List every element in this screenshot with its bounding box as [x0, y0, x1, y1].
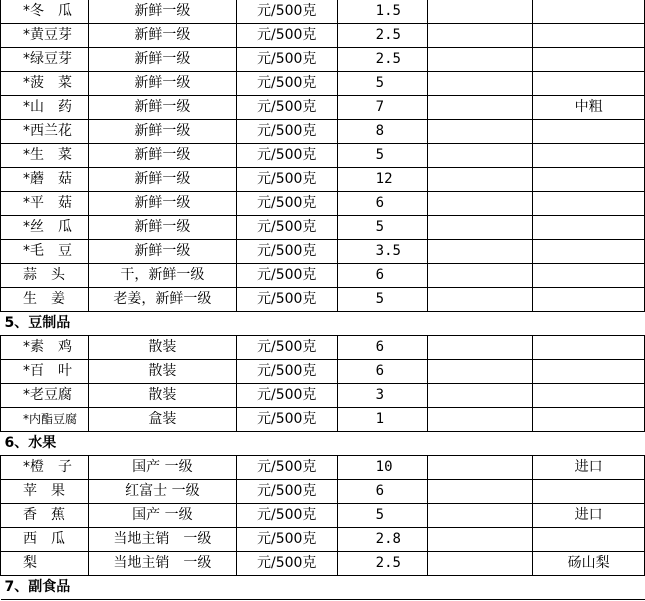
section-header-row: [1, 576, 645, 600]
table-row: [1, 456, 645, 480]
price-cell: 2.5: [337, 48, 427, 72]
blank-cell: [427, 336, 533, 360]
table-row: [1, 264, 645, 288]
note-cell: 进口: [533, 504, 645, 528]
unit-cell: 元/500克: [236, 528, 337, 552]
note-cell: [533, 264, 645, 288]
grade-cell: 新鲜一级: [88, 48, 236, 72]
note-cell: 砀山梨: [533, 552, 645, 576]
price-cell: 7: [337, 96, 427, 120]
grade-cell: 新鲜一级: [88, 96, 236, 120]
unit-cell: 元/500克: [236, 552, 337, 576]
note-cell: [533, 360, 645, 384]
grade-cell: 当地主销 一级: [88, 528, 236, 552]
unit-cell: 元/500克: [236, 120, 337, 144]
note-cell: [533, 528, 645, 552]
section-title: 6、水果: [1, 432, 645, 456]
blank-cell: [427, 96, 533, 120]
note-cell: [533, 216, 645, 240]
price-table-body: [1, 0, 645, 600]
table-row: [1, 288, 645, 312]
grade-cell: 散装: [88, 336, 236, 360]
unit-cell: 元/500克: [236, 288, 337, 312]
section-header-row: [1, 432, 645, 456]
section-title: 5、豆制品: [1, 312, 645, 336]
unit-cell: 元/500克: [236, 240, 337, 264]
unit-cell: 元/500克: [236, 48, 337, 72]
price-cell: 3: [337, 384, 427, 408]
item-name-cell: *黄豆芽: [1, 24, 89, 48]
price-cell: 3.5: [337, 240, 427, 264]
price-cell: 2.5: [337, 552, 427, 576]
price-cell: 5: [337, 504, 427, 528]
price-cell: 10: [337, 456, 427, 480]
price-cell: 2.5: [337, 24, 427, 48]
grade-cell: 新鲜一级: [88, 144, 236, 168]
table-row: [1, 240, 645, 264]
price-cell: 6: [337, 192, 427, 216]
item-name-cell: *毛 豆: [1, 240, 89, 264]
price-cell: 5: [337, 288, 427, 312]
unit-cell: 元/500克: [236, 504, 337, 528]
table-row: [1, 48, 645, 72]
unit-cell: 元/500克: [236, 144, 337, 168]
table-row: [1, 168, 645, 192]
item-name-cell: *平 菇: [1, 192, 89, 216]
price-cell: 6: [337, 336, 427, 360]
unit-cell: 元/500克: [236, 96, 337, 120]
unit-cell: 元/500克: [236, 456, 337, 480]
table-row: [1, 384, 645, 408]
blank-cell: [427, 360, 533, 384]
grade-cell: 新鲜一级: [88, 0, 236, 24]
item-name-cell: 梨: [1, 552, 89, 576]
grade-cell: 新鲜一级: [88, 168, 236, 192]
item-name-cell: *丝 瓜: [1, 216, 89, 240]
table-row: [1, 504, 645, 528]
grade-cell: 国产 一级: [88, 504, 236, 528]
grade-cell: 国产 一级: [88, 456, 236, 480]
blank-cell: [427, 48, 533, 72]
grade-cell: 新鲜一级: [88, 120, 236, 144]
table-row: [1, 24, 645, 48]
item-name-cell: *蘑 菇: [1, 168, 89, 192]
table-row: [1, 96, 645, 120]
unit-cell: 元/500克: [236, 0, 337, 24]
note-cell: [533, 24, 645, 48]
item-name-cell: 香 蕉: [1, 504, 89, 528]
unit-cell: 元/500克: [236, 72, 337, 96]
item-name-cell: *山 药: [1, 96, 89, 120]
item-name-cell: 生 姜: [1, 288, 89, 312]
note-cell: [533, 48, 645, 72]
blank-cell: [427, 384, 533, 408]
price-cell: 5: [337, 216, 427, 240]
unit-cell: 元/500克: [236, 192, 337, 216]
blank-cell: [427, 120, 533, 144]
price-cell: 1.5: [337, 0, 427, 24]
price-cell: 6: [337, 360, 427, 384]
price-cell: 12: [337, 168, 427, 192]
item-name-cell: *绿豆芽: [1, 48, 89, 72]
table-row: [1, 144, 645, 168]
note-cell: [533, 72, 645, 96]
blank-cell: [427, 72, 533, 96]
note-cell: [533, 120, 645, 144]
price-cell: 2.8: [337, 528, 427, 552]
note-cell: [533, 144, 645, 168]
note-cell: [533, 408, 645, 432]
grade-cell: 新鲜一级: [88, 216, 236, 240]
blank-cell: [427, 288, 533, 312]
note-cell: [533, 336, 645, 360]
note-cell: [533, 192, 645, 216]
price-cell: 6: [337, 480, 427, 504]
unit-cell: 元/500克: [236, 336, 337, 360]
price-cell: 1: [337, 408, 427, 432]
table-row: [1, 72, 645, 96]
grade-cell: 当地主销 一级: [88, 552, 236, 576]
note-cell: [533, 480, 645, 504]
note-cell: [533, 0, 645, 24]
unit-cell: 元/500克: [236, 408, 337, 432]
blank-cell: [427, 24, 533, 48]
table-row: [1, 528, 645, 552]
unit-cell: 元/500克: [236, 216, 337, 240]
table-row: [1, 120, 645, 144]
table-row: [1, 0, 645, 24]
section-title: 7、副食品: [1, 576, 645, 600]
item-name-cell: *老豆腐: [1, 384, 89, 408]
grade-cell: 新鲜一级: [88, 192, 236, 216]
blank-cell: [427, 504, 533, 528]
grade-cell: 老姜，新鲜一级: [88, 288, 236, 312]
blank-cell: [427, 552, 533, 576]
item-name-cell: *西兰花: [1, 120, 89, 144]
item-name-cell: *冬 瓜: [1, 0, 89, 24]
table-row: [1, 216, 645, 240]
item-name-cell: *菠 菜: [1, 72, 89, 96]
blank-cell: [427, 192, 533, 216]
blank-cell: [427, 408, 533, 432]
note-cell: 进口: [533, 456, 645, 480]
price-cell: 6: [337, 264, 427, 288]
unit-cell: 元/500克: [236, 384, 337, 408]
grade-cell: 新鲜一级: [88, 72, 236, 96]
blank-cell: [427, 0, 533, 24]
price-cell: 5: [337, 144, 427, 168]
unit-cell: 元/500克: [236, 360, 337, 384]
price-cell: 5: [337, 72, 427, 96]
table-row: [1, 552, 645, 576]
item-name-cell: 蒜 头: [1, 264, 89, 288]
blank-cell: [427, 264, 533, 288]
grade-cell: 新鲜一级: [88, 240, 236, 264]
note-cell: [533, 288, 645, 312]
note-cell: 中粗: [533, 96, 645, 120]
blank-cell: [427, 480, 533, 504]
note-cell: [533, 240, 645, 264]
section-header-row: [1, 312, 645, 336]
item-name-cell: *素 鸡: [1, 336, 89, 360]
table-row: [1, 360, 645, 384]
item-name-cell: *内酯豆腐: [1, 408, 89, 432]
grade-cell: 散装: [88, 360, 236, 384]
price-cell: 8: [337, 120, 427, 144]
note-cell: [533, 168, 645, 192]
blank-cell: [427, 168, 533, 192]
grade-cell: 盒装: [88, 408, 236, 432]
item-name-cell: *橙 子: [1, 456, 89, 480]
unit-cell: 元/500克: [236, 168, 337, 192]
grade-cell: 红富士 一级: [88, 480, 236, 504]
item-name-cell: 西 瓜: [1, 528, 89, 552]
item-name-cell: 苹 果: [1, 480, 89, 504]
grade-cell: 散装: [88, 384, 236, 408]
table-row: [1, 192, 645, 216]
item-name-cell: *生 菜: [1, 144, 89, 168]
unit-cell: 元/500克: [236, 24, 337, 48]
unit-cell: 元/500克: [236, 480, 337, 504]
blank-cell: [427, 144, 533, 168]
table-row: [1, 480, 645, 504]
blank-cell: [427, 456, 533, 480]
table-row: [1, 408, 645, 432]
grade-cell: 干，新鲜一级: [88, 264, 236, 288]
blank-cell: [427, 240, 533, 264]
blank-cell: [427, 216, 533, 240]
note-cell: [533, 384, 645, 408]
blank-cell: [427, 528, 533, 552]
unit-cell: 元/500克: [236, 264, 337, 288]
item-name-cell: *百 叶: [1, 360, 89, 384]
table-row: [1, 336, 645, 360]
grade-cell: 新鲜一级: [88, 24, 236, 48]
